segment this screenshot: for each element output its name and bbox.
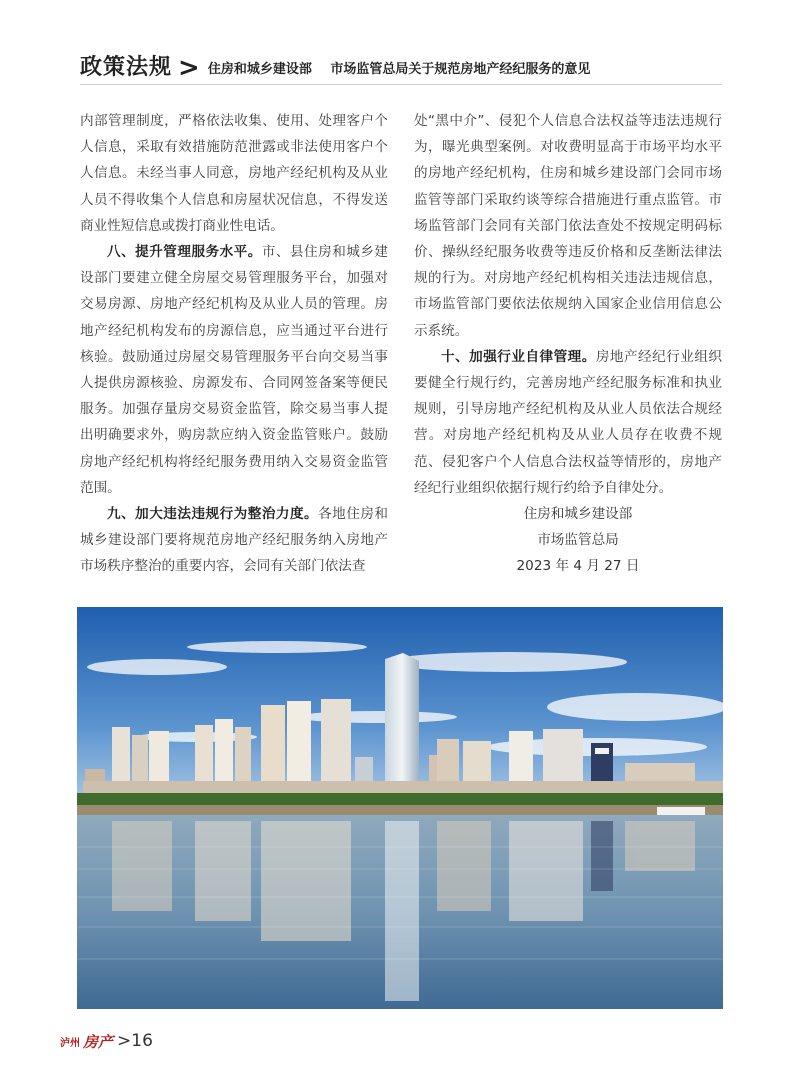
page-number: >16 <box>117 1031 153 1051</box>
text-column-left <box>80 108 388 580</box>
paragraph: 处“黑中介”、侵犯个人信息合法权益等违法违规行为，曝光典型案例。对收费明显高于市场平均水平的房地产经纪机构，住房和城乡建设部门会同市场监管等部门采取约谈等综合措施进行重点监管。市场监管部门会同有关部门依法查处不按规定明码标价、操纵经纪服务收费等违反价格和反垄断法律法规的行为。对房地产经纪机构相关违法违规信息，市场监管部门要依法依规纳入国家企业信用信息公示系统。 <box>414 113 722 339</box>
city-skyline-photo <box>77 607 723 1009</box>
paragraph-body: 市、县住房和城乡建设部门要建立健全房屋交易管理服务平台，加强对交易房源、房地产经纪机构及从业人员的管理。房地产经纪机构发布的房源信息，应当通过平台进行核验。鼓励通过房屋交易管理服务平台向交易当事人提供房源核验、房源发布、合同网签备案等便民服务。加强存量房交易资金监管，除交易当事人提出明确要求外，购房款应纳入资金监管账户。鼓励房地产经纪机构将经纪服务费用纳入交易资金监管范围。 <box>80 244 389 496</box>
header-subtitle <box>208 58 605 77</box>
section-heading: 八、提升管理服务水平。 <box>107 244 262 261</box>
chevron-right-icon: > <box>178 53 200 83</box>
paragraph <box>80 239 388 501</box>
signature-issuer-2: 市场监管总局 <box>537 532 619 549</box>
paragraph-body: 各地住房和城乡建设部门要将规范房地产经纪服务纳入房地产市场秩序整治的重要内容，会同有关部门依法查 <box>80 506 388 575</box>
header-divider <box>80 84 722 85</box>
signature-date: 2023 年 4 月 27 日 <box>516 558 640 575</box>
paragraph: 内部管理制度，严格依法收集、使用、处理客户个人信息，采取有效措施防范泄露或非法使用客户个人信息。未经当事人同意，房地产经纪机构及从业人员不得收集个人信息和房屋状况信息，不得发送商业性短信息或拨打商业性电话。 <box>80 113 388 234</box>
page-footer <box>60 1029 153 1053</box>
page-header <box>80 47 740 81</box>
section-heading: 九、加大违法违规行为整治力度。 <box>107 506 319 523</box>
section-title: 政策法规 <box>80 55 173 80</box>
magazine-logo: 房产 <box>83 1032 114 1051</box>
signature-issuer-1: 住房和城乡建设部 <box>523 506 633 523</box>
boat <box>657 807 705 815</box>
section-heading: 十、加强行业自律管理。 <box>441 348 596 365</box>
paragraph-body: 房地产经纪行业组织要健全行规行约，完善房地产经纪服务标准和执业规则，引导房地产经纪机构及从业人员依法合规经营。对房地产经纪机构及从业人员存在收费不规范、侵犯客户个人信息合法权益等情形的，房地产经纪行业组织依据行规行约给予自律处分。 <box>414 348 723 496</box>
paragraph <box>80 501 388 580</box>
skyline-illustration <box>77 607 723 1009</box>
paragraph <box>414 344 722 501</box>
header-doc-title: 市场监管总局关于规范房地产经纪服务的意见 <box>330 62 591 77</box>
footer-city: 泸州 <box>60 1037 80 1049</box>
header-issuer: 住房和城乡建设部 <box>207 62 312 77</box>
riverbank <box>77 805 723 815</box>
text-column-right <box>414 108 722 580</box>
